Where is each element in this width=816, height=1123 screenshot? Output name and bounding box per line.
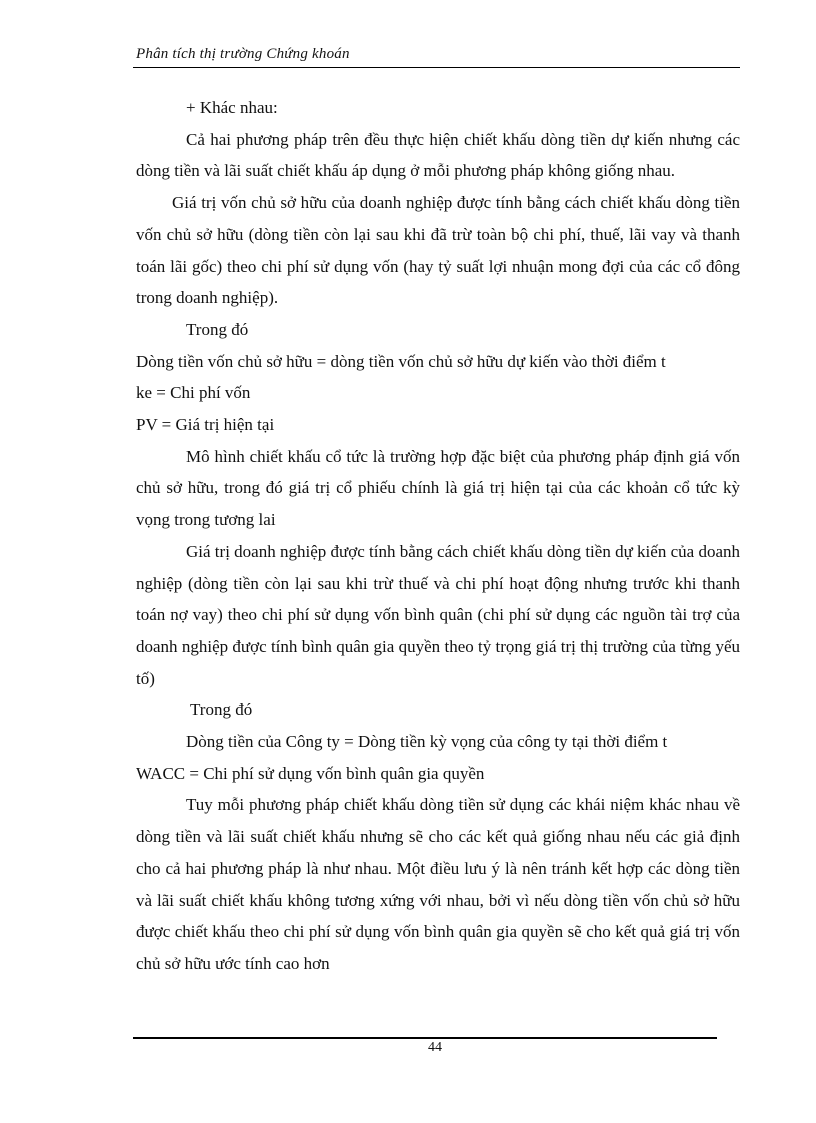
- paragraph: Tuy mỗi phương pháp chiết khấu dòng tiền sử dụng các khái niệm khác nhau về dòng tiền và lãi suất chiết khấu nhưng sẽ cho các kết quả giống nhau nếu các giả định cho cả hai phương pháp là như nhau. Một điều lưu ý là nên tránh kết hợp các dòng tiền và lãi suất chiết khấu không tương xứng với nhau, bởi vì nếu dòng tiền vốn chủ sở hữu được chiết khấu theo chi phí sử dụng vốn bình quân gia quyền sẽ cho kết quả giá trị vốn chủ sở hữu ước tính cao hơn: [136, 795, 740, 973]
- definition-line: Dòng tiền của Công ty = Dòng tiền kỳ vọng của công ty tại thời điểm t: [186, 732, 668, 752]
- paragraph: Giá trị vốn chủ sở hữu của doanh nghiệp được tính bằng cách chiết khấu dòng tiền vốn chủ sở hữu (dòng tiền còn lại sau khi đã trừ toàn bộ chi phí, thuế, lãi vay và thanh toán lãi gốc) theo chi phí sử dụng vốn (hay tỷ suất lợi nhuận mong đợi của các cổ đông trong doanh nghiệp).: [136, 193, 740, 308]
- definition-line: PV = Giá trị hiện tại: [136, 415, 275, 435]
- subheading-khac-nhau: + Khác nhau:: [186, 98, 278, 117]
- paragraph: Giá trị doanh nghiệp được tính bằng cách chiết khấu dòng tiền dự kiến của doanh nghiệp (dòng tiền còn lại sau khi trừ thuế và chi phí hoạt động nhưng trước khi thanh toán nợ vay) theo chi phí sử dụng vốn bình quân (chi phí sử dụng các nguồn tài trợ của doanh nghiệp được tính bình quân gia quyền theo tỷ trọng giá trị thị trường của từng yếu tố): [136, 541, 740, 688]
- definition-line: WACC = Chi phí sử dụng vốn bình quân gia quyền: [136, 763, 485, 783]
- footer-rule: [133, 1037, 717, 1039]
- page-number: 44: [428, 1040, 442, 1055]
- paragraph: Cả hai phương pháp trên đều thực hiện chiết khấu dòng tiền dự kiến nhưng các dòng tiền và lãi suất chiết khấu áp dụng ở mỗi phương pháp không giống nhau.: [136, 129, 740, 181]
- definition-line: Dòng tiền vốn chủ sở hữu = dòng tiền vốn chủ sở hữu dự kiến vào thời điểm t: [136, 351, 666, 371]
- paragraph: Mô hình chiết khấu cổ tức là trường hợp đặc biệt của phương pháp định giá vốn chủ sở hữu, trong đó giá trị cổ phiếu chính là giá trị hiện tại của các khoản cổ tức kỳ vọng trong tương lai: [136, 446, 740, 530]
- label-trong-do: Trong đó: [190, 700, 253, 720]
- header-rule: [133, 67, 740, 68]
- document-body: [136, 92, 740, 980]
- running-header-title: Phân tích thị trường Chứng khoán: [136, 46, 350, 62]
- definition-line: ke = Chi phí vốn: [136, 383, 251, 403]
- label-trong-do: Trong đó: [186, 319, 249, 339]
